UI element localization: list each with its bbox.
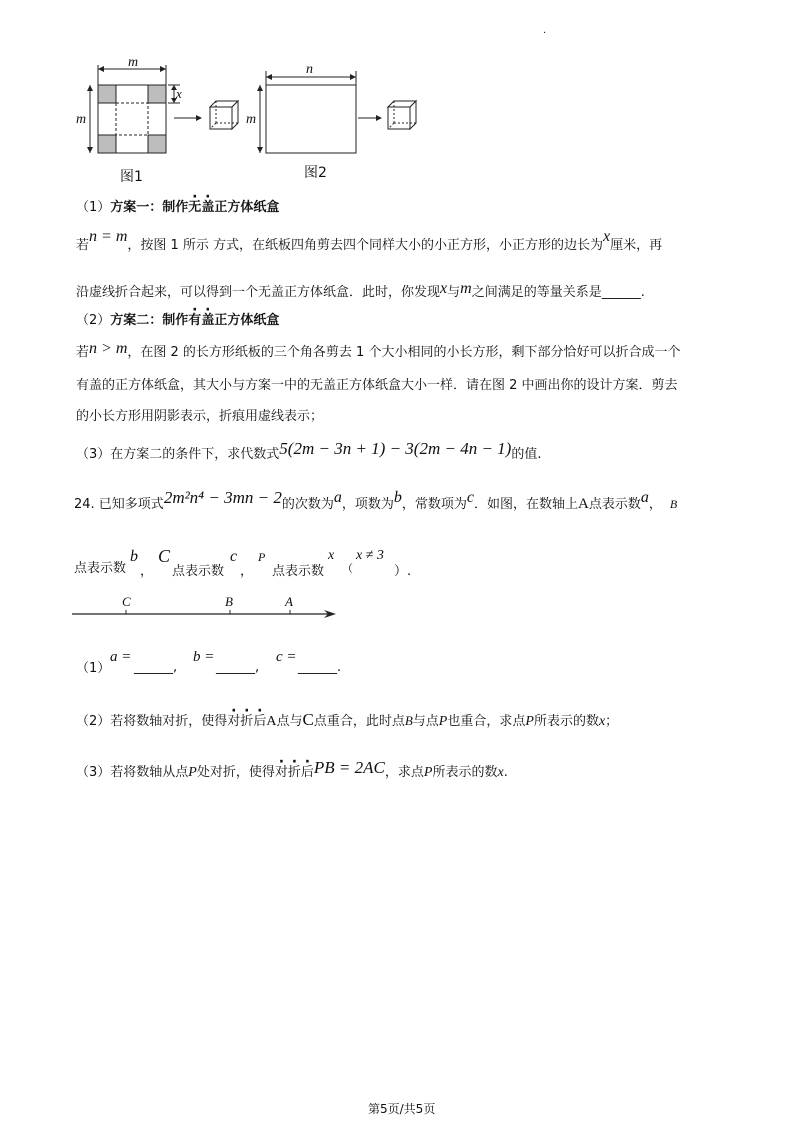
- part2-l1-b: ，在图 2 的长方形纸板的三个角各剪去 1 个大小相同的小长方形，剩下部分恰好可以折合成一个: [127, 345, 681, 360]
- q24-paren-open: （: [342, 562, 353, 575]
- q24-sub1-blank2[interactable]: ______,: [216, 660, 260, 675]
- q24-var-b2: b: [130, 548, 138, 565]
- q24-s3-dot3: 后: [300, 765, 314, 780]
- part2-dot-char-1: 有: [188, 313, 202, 328]
- figure1-drawing: [87, 65, 238, 153]
- q24-var-x: x: [328, 548, 335, 563]
- q24-point-a: A: [578, 496, 589, 512]
- part1-l1-b: ，按图 1 所示 方式，在纸板四角剪去四个同样大小的小正方形，小正方形的边长为: [127, 238, 604, 253]
- q24-var-c2-wrap: [230, 548, 237, 566]
- part1-l1-math1: n = m: [89, 228, 128, 245]
- q24-l2-b: 点表示数: [172, 564, 225, 579]
- part2-line3: 的小长方形用阴影表示，折痕用虚线表示；: [76, 409, 324, 424]
- part1-dot-char-2: 盖: [201, 200, 215, 215]
- part1-l2-c: 之间满足的等量关系是______.: [471, 285, 645, 300]
- fig2-label-m: m: [246, 112, 257, 127]
- q24-s3-equation: PB = 2AC: [313, 758, 385, 777]
- part2-prefix: （2）: [76, 313, 111, 328]
- q24-sub1-a-label: a =: [110, 649, 132, 665]
- part1-heading-b: 正方体纸盒: [214, 200, 280, 215]
- q24-s3-x: x: [497, 765, 504, 780]
- part1-l2-math1: x: [440, 280, 448, 297]
- q24-l1-d: ，常数项为: [401, 497, 467, 512]
- page-footer: 第5页/共5页: [368, 1102, 436, 1116]
- q24-l1-c: ，项数为: [341, 497, 394, 512]
- q24-var-c2: c: [230, 548, 238, 565]
- part2-heading-b: 正方体纸盒: [214, 313, 280, 328]
- q24-s2-f: 所表示的数: [533, 714, 599, 729]
- part1-l2-b: 与: [447, 285, 461, 300]
- part2-heading: [76, 312, 279, 330]
- part1-heading-a: 方案一：制作: [110, 200, 189, 215]
- q24-l2-c: 点表示数: [272, 564, 325, 579]
- axis-label-a: A: [285, 594, 293, 609]
- q24-line2-parts: [130, 548, 138, 566]
- fig1-label-m-left: m: [76, 112, 87, 127]
- q24-s3-b: 处对折，使得: [196, 765, 275, 780]
- part1-l1-c: 厘米，再: [610, 238, 663, 253]
- q24-sub1: [76, 660, 110, 678]
- part3-b: 的值.: [511, 447, 542, 462]
- axis-label-c: C: [122, 594, 131, 609]
- q24-s2-dot2: 折: [240, 714, 254, 729]
- q24-l2-sep2: ，: [240, 564, 254, 579]
- q24-l2-a: 点表示数: [74, 561, 127, 576]
- q24-sub1-c-label: c =: [276, 649, 297, 665]
- q24-s2-e: 也重合，求点: [447, 714, 526, 729]
- fig2-label-n: n: [306, 62, 313, 77]
- figure2-drawing: [257, 71, 416, 153]
- part2-line1: [76, 340, 681, 362]
- q24-polynomial: 2m²n⁴ − 3mn − 2: [163, 488, 282, 507]
- part1-l2-math2: m: [460, 280, 472, 297]
- q24-line2: [74, 560, 126, 578]
- q24-sub1-b-label: b =: [193, 649, 215, 665]
- q24-s2-point-a: A: [266, 714, 277, 729]
- axis-label-b: B: [225, 594, 233, 609]
- q24-line1: [74, 488, 678, 514]
- header-mark: ·: [543, 28, 547, 39]
- q24-var-a2: a: [640, 489, 649, 506]
- q24-l1-f: 点表示数: [588, 497, 641, 512]
- q24-point-p: P: [258, 550, 266, 564]
- part1-l2-a: 沿虚线折合起来，可以得到一个无盖正方体纸盒．此时，你发现: [76, 285, 441, 300]
- part3-expression: 5(2m − 3n + 1) − 3(2m − 4n − 1): [279, 439, 512, 458]
- q24-sub1-a: [110, 649, 131, 666]
- q24-sub2: [76, 711, 618, 731]
- q24-s2-point-p: P: [438, 714, 448, 729]
- q24-sub1-b: [193, 649, 214, 666]
- q24-s3-dot1: 对: [274, 765, 288, 780]
- q24-s2-point-c: C: [302, 710, 314, 729]
- q24-var-c: c: [466, 489, 474, 506]
- fig1-label-x: x: [176, 86, 182, 101]
- q24-s2-dot1: 对: [227, 714, 241, 729]
- q24-l1-b: 的次数为: [281, 497, 334, 512]
- q24-s2-dot3: 后: [253, 714, 267, 729]
- q24-var-a: a: [333, 489, 342, 506]
- q24-s2-d: 与点: [412, 714, 439, 729]
- q24-point-c: [158, 546, 170, 567]
- part1-dot-char-1: 无: [188, 200, 202, 215]
- q24-s3-point-p: P: [188, 765, 197, 780]
- q24-s3-a: （3）若将数轴从点: [76, 765, 189, 780]
- figure1-caption: 图1: [120, 169, 143, 185]
- q24-sub1-blank3[interactable]: ______.: [298, 660, 342, 675]
- q24-l1-a: 24. 已知多项式: [74, 497, 164, 512]
- q24-s2-x: x: [598, 714, 606, 729]
- q24-s3-point-p2: P: [423, 765, 433, 780]
- q24-sub1-prefix: （1）: [76, 661, 111, 676]
- q24-cond-wrap: [356, 548, 384, 564]
- part1-l1-math2: x: [603, 228, 611, 245]
- q24-s3-dot2: 折: [287, 765, 301, 780]
- q24-l1-sep: ，: [648, 497, 662, 512]
- q24-s2-c: 点重合，此时点: [313, 714, 405, 729]
- q24-var-x-wrap: [328, 548, 334, 564]
- fig1-label-m-top: m: [128, 55, 139, 70]
- part1-line2: [76, 280, 645, 302]
- part2-l1-a: 若: [76, 345, 90, 360]
- q24-s3-e: .: [503, 765, 508, 780]
- part3-line: [76, 439, 542, 464]
- part1-line1: [76, 228, 663, 255]
- q24-s2-point-b: B: [404, 713, 413, 728]
- q24-point-c-text: C: [158, 546, 171, 566]
- q24-s2-g: ；: [605, 714, 619, 729]
- part2-line2: 有盖的正方体纸盒，其大小与方案一中的无盖正方体纸盒大小一样．请在图 2 中画出你的设计方案．剪去: [76, 378, 678, 393]
- q24-sub1-blank1[interactable]: ______,: [134, 660, 178, 675]
- part2-heading-a: 方案二：制作: [110, 313, 189, 328]
- q24-condition: x ≠ 3: [356, 548, 384, 563]
- part2-dot-char-2: 盖: [201, 313, 215, 328]
- q24-l1-e: ．如图，在数轴上: [473, 497, 578, 512]
- q24-s3-c: ，求点: [384, 765, 424, 780]
- q24-line2-sep1: ，: [140, 564, 154, 579]
- q24-sub3: [76, 758, 508, 782]
- part1-l1-a: 若: [76, 238, 90, 253]
- q24-s2-a: （2）若将数轴对折，使得: [76, 714, 228, 729]
- q24-s2-point-p2: P: [525, 714, 534, 729]
- q24-point-b: B: [669, 497, 678, 511]
- number-line: [70, 592, 350, 632]
- q24-point-p-wrap: [258, 550, 265, 565]
- part3-a: （3）在方案二的条件下，求代数式: [76, 447, 280, 462]
- part1-prefix: （1）: [76, 200, 111, 215]
- part1-heading: [76, 199, 279, 217]
- figure2-caption: 图2: [304, 165, 327, 181]
- q24-var-b: b: [393, 489, 402, 506]
- q24-sub1-c: [276, 649, 297, 666]
- q24-s2-b: 点与: [276, 714, 303, 729]
- q24-paren-close: ）.: [394, 564, 412, 579]
- part2-l1-math: n > m: [89, 340, 128, 357]
- q24-s3-d: 所表示的数: [432, 765, 498, 780]
